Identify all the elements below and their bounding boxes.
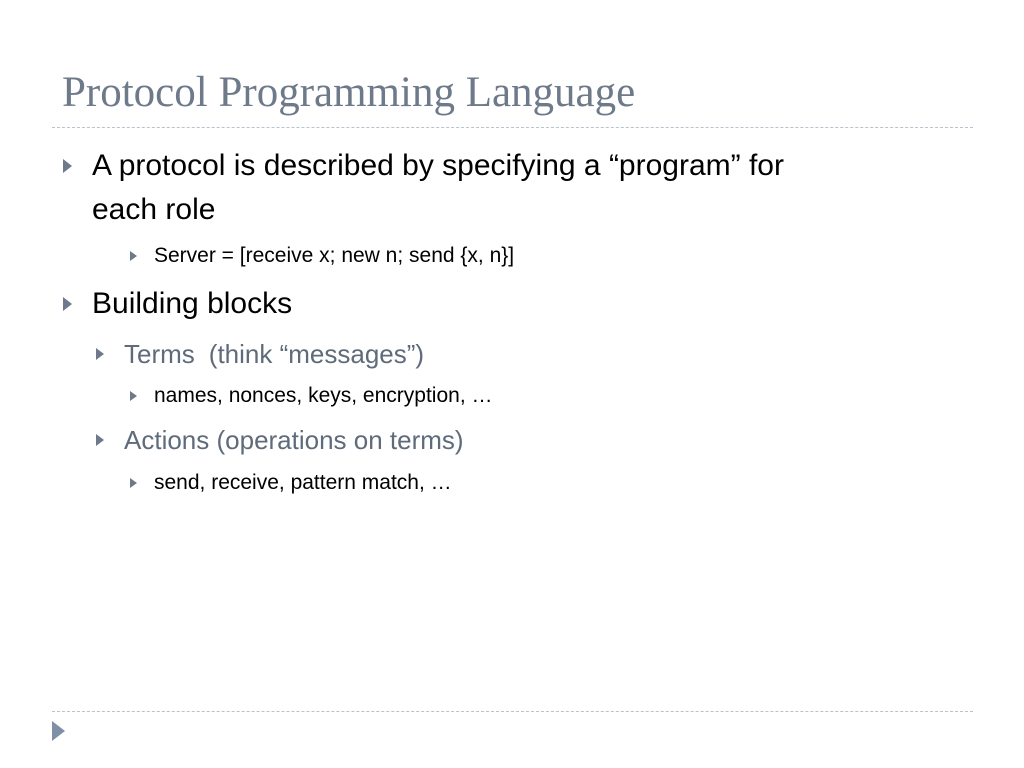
- bullet-term-examples: [154, 381, 493, 411]
- bullet-text: Server = [receive x; new n; send {x, n}]: [154, 244, 515, 267]
- slide-title: Protocol Programming Language: [62, 69, 636, 116]
- bullet-text-line-2: each role: [92, 193, 216, 226]
- bullet-building-blocks: [92, 282, 292, 326]
- title-divider: [52, 127, 973, 128]
- bullet-text: Actions (operations on terms): [124, 425, 464, 455]
- bullet-protocol-description: [92, 144, 784, 232]
- bullet-text: Building blocks: [92, 287, 293, 320]
- bullet-text: send, receive, pattern match, …: [154, 471, 452, 494]
- bullet-terms: [124, 336, 424, 372]
- bullet-triangle-icon: [96, 348, 104, 360]
- next-slide-arrow-icon[interactable]: [52, 721, 65, 741]
- bullet-text-line-1: A protocol is described by specifying a “program” for: [92, 149, 784, 182]
- bullet-triangle-icon: [63, 297, 72, 311]
- bullet-triangle-icon: [96, 434, 104, 446]
- bullet-triangle-icon: [130, 478, 137, 488]
- bullet-action-examples: [154, 468, 452, 498]
- bullet-text-terms: Terms: [124, 339, 195, 369]
- footer-divider: [52, 711, 973, 712]
- bullet-triangle-icon: [130, 391, 137, 401]
- bullet-triangle-icon: [130, 251, 137, 261]
- bullet-text-think-messages: (think “messages”): [208, 339, 425, 369]
- bullet-actions: [124, 422, 464, 458]
- bullet-triangle-icon: [63, 159, 72, 173]
- bullet-text: names, nonces, keys, encryption, …: [154, 384, 493, 407]
- bullet-server-example: [154, 241, 514, 271]
